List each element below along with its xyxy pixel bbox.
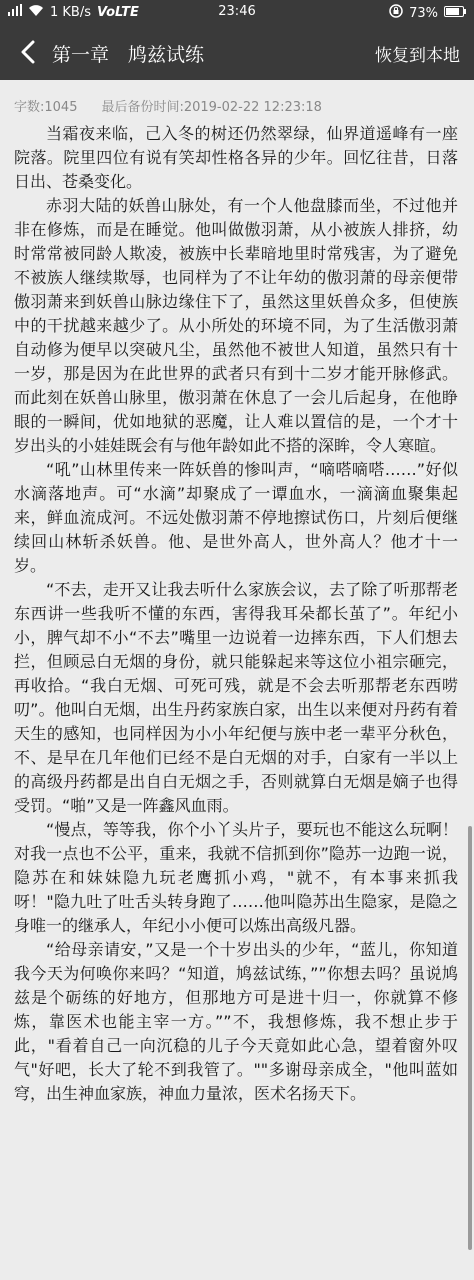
battery-percent: 73% (409, 5, 438, 21)
scrollbar[interactable] (468, 826, 472, 1250)
paragraph: “不去，走开又让我去听什么家族会议，去了除了听那帮老东西讲一些我听不懂的东西，害得我耳朵都长茧了”。年纪小小，脾气却不小“不去”嘴里一边说着一边摔东西，下人们想去拦，但顾忌白无烟的身份，就只能躲起来等这位小祖宗砸完，再收拾。“我白无烟、可死可残，就是不会去听那帮老东西唠叨”。他叫白无烟，出生丹药家族白家，出生以来便对丹药有着天生的感知，也同样因为小小年纪便与族中老一辈平分秋色，不、是早在几年他们已经不是白无烟的对手，白家有一半以上的高级丹药都是出自白无烟之手，否则就算白无烟是嫡子也得受罚。“啪”又是一阵鑫风血雨。 (14, 580, 458, 815)
lock-rotation-icon (389, 4, 403, 22)
paragraph: “慢点，等等我，你个小丫头片子，要玩也不能这么玩啊！对我一点也不公平，重来，我就不信抓到你”隐苏一边跑一说，隐苏在和妹妹隐九玩老鹰抓小鸡，"就不，有本事来抓我呀！"隐九吐了吐舌头转身跑了……他叫隐苏出生隐家，是隐之身唯一的继承人，年纪小小便可以炼出高级凡器。 (14, 820, 458, 935)
volte-indicator: VoLTE (97, 4, 139, 20)
backup-time: 最后备份时间:2019-02-22 12:23:18 (101, 100, 322, 115)
clock: 23:46 (218, 4, 256, 19)
battery-icon (444, 6, 466, 21)
paragraph: 当霜夜来临，己入冬的树还仍然翠绿，仙界道遥峰有一座院落。院里四位有说有笑却性格各异的少年。回忆往昔，日落日出、苍桑变化。 (14, 124, 458, 191)
network-speed: 1 KB/s (50, 4, 91, 20)
app-bar (0, 24, 474, 80)
paragraph: 赤羽大陆的妖兽山脉处，有一个人他盘膝而坐，不过他并非在修炼，而是在睡觉。他叫做傲羽萧，从小被族人排挤，幼时常常被同龄人欺凌，被族中长辈暗地里时常残害，为了避免不被族人继续欺辱，也同样为了不让年幼的傲羽萧的母亲便带傲羽萧来到妖兽山脉边缘住下了，虽然这里妖兽众多，但使族中的干扰越来越少了。从小所处的环境不同，为了生活傲羽萧自动修为便早以突破凡尘，虽然他不被世人知道，虽然只有十一岁，那是因为在此世界的武者只有到十二岁才能开脉修武。而此刻在妖兽山脉里，傲羽萧在休息了一会儿后起身，在他睁眼的一瞬间，优如地狱的恶魔，让人难以置信的是，一个才十岁出头的小娃娃既会有与他年龄如此不搭的深眸，令人寒暄。 (14, 196, 458, 455)
chapter-title: 第一章 鸠兹试练 (52, 44, 205, 66)
word-count: 字数:1045 (14, 100, 78, 115)
restore-to-local-button[interactable]: 恢复到本地 (375, 46, 460, 66)
paragraph: “吼”山林里传来一阵妖兽的惨叫声，“嘀嗒嘀嗒……”好似水滴落地声。可“水滴”却聚成了一谭血水，一滴滴血聚集起来，鲜血流成河。不远处傲羽萧不停地擦试伤口，片刻后便继续回山林斩杀妖兽。他、是世外高人，世外高人？他才十一岁。 (14, 460, 458, 575)
chapter-meta (14, 96, 460, 115)
paragraph: “给母亲请安，”又是一个十岁出头的少年，“蓝儿，你知道我今天为何唤你来吗？“知道，鸠兹试练，””你想去吗？虽说鸠兹是个砺练的好地方，但那地方可是进十归一，你就算不修炼，靠医术也能主宰一方。””不，我想修炼，我不想止步于此，"看着自己一向沉稳的儿子今天竟如此心急，望着窗外叹气"好吧，长大了轮不到我管了。""多谢母亲成全，"他叫蓝如穹，出生神血家族，神血力量浓，医术名扬天下。 (14, 940, 458, 1103)
status-bar (0, 0, 474, 24)
back-arrow-icon[interactable] (14, 38, 42, 66)
chapter-content[interactable] (14, 122, 458, 1106)
